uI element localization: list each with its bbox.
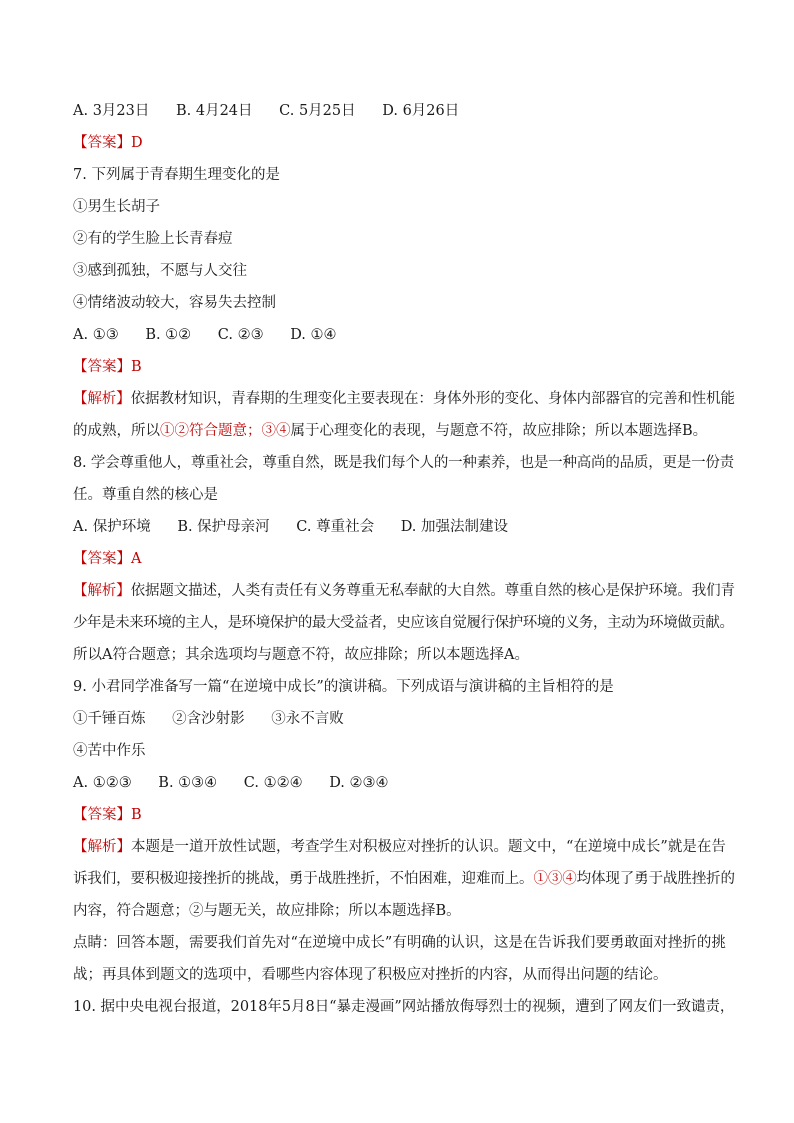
analysis-highlight: ①③④ <box>533 871 577 887</box>
q8-option-d: D. 加强法制建设 <box>400 519 509 535</box>
analysis-text: 本题是一道开放性试题，考查学生对积极应对挫折的认识。题文中，“在逆境中成长”就是在告 <box>131 839 726 855</box>
q8-analysis-line-3: 所以A符合题意；其余选项均与题意不符，故应排除；所以本题选择A。 <box>73 647 529 663</box>
q9-option-a: A. ①②③ <box>73 775 132 791</box>
q8-option-c: C. 尊重社会 <box>296 519 375 535</box>
q8-stem-line-2: 任。尊重自然的核心是 <box>73 487 218 503</box>
q8-option-b: B. 保护母亲河 <box>177 519 270 535</box>
q7-option-c: C. ②③ <box>217 327 264 343</box>
analysis-text: 依据题文描述，人类有责任有义务尊重无私奉献的大自然。尊重自然的核心是保护环境。我们青 <box>130 583 735 599</box>
q7-options <box>73 325 337 345</box>
analysis-text: 属于心理变化的表现，与题意不符，故应排除；所以本题选择B。 <box>290 423 708 439</box>
q9-item-3: ③永不言败 <box>271 711 344 727</box>
q6-option-c: C. 5月25日 <box>279 103 356 119</box>
q6-answer <box>73 133 143 153</box>
analysis-label: 【解析】 <box>73 839 131 855</box>
q6-option-a: A. 3月23日 <box>73 103 150 119</box>
q6-option-b: B. 4月24日 <box>175 103 253 119</box>
analysis-label: 【解析】 <box>73 391 131 407</box>
q7-item-2: ②有的学生脸上长青春痘 <box>73 231 233 247</box>
q9-options <box>73 773 389 793</box>
q7-item-3: ③感到孤独，不愿与人交往 <box>73 263 247 279</box>
q7-option-a: A. ①③ <box>73 327 119 343</box>
answer-label: 【答案】 <box>73 359 131 375</box>
answer-value: A <box>131 551 142 567</box>
q7-option-b: B. ①② <box>145 327 192 343</box>
q9-option-b: B. ①③④ <box>158 775 218 791</box>
q9-note-line-2: 战；再具体到题文的选项中，看哪些内容体现了积极应对挫折的内容，从而得出问题的结论。 <box>73 967 668 983</box>
analysis-text: 均体现了勇于战胜挫折的 <box>576 871 735 887</box>
answer-label: 【答案】 <box>73 135 131 151</box>
q9-analysis-line-2 <box>73 869 735 889</box>
answer-value: D <box>131 135 143 151</box>
q8-stem-line-1: 8. 学会尊重他人，尊重社会，尊重自然，既是我们每个人的一种素养，也是一种高尚的品质，更是一份责 <box>73 455 734 471</box>
answer-value: B <box>131 807 142 823</box>
q6-options <box>73 101 459 121</box>
q9-answer <box>73 805 142 825</box>
analysis-label: 【解析】 <box>73 583 131 599</box>
q8-options <box>73 517 508 537</box>
answer-value: B <box>131 359 142 375</box>
q8-option-a: A. 保护环境 <box>73 519 151 535</box>
analysis-text: 依据教材知识，青春期的生理变化主要表现在：身体外形的变化、身体内部器官的完善和性机能 <box>130 391 735 407</box>
q9-item-1: ①千锤百炼 <box>73 711 146 727</box>
analysis-text: 的成熟，所以 <box>73 423 160 439</box>
analysis-highlight: ①②符合题意；③④ <box>160 423 291 439</box>
q8-answer <box>73 549 141 569</box>
q9-items-row-1 <box>73 709 344 729</box>
q7-stem: 7. 下列属于青春期生理变化的是 <box>73 167 280 183</box>
q7-item-4: ④情绪波动较大，容易失去控制 <box>73 295 276 311</box>
q9-item-4: ④苦中作乐 <box>73 743 146 759</box>
q7-analysis-line-2 <box>73 421 707 441</box>
q7-item-1: ①男生长胡子 <box>73 199 160 215</box>
analysis-text: 诉我们，要积极迎接挫折的挑战，勇于战胜挫折，不怕困难，迎难而上。 <box>73 871 534 887</box>
answer-label: 【答案】 <box>73 807 131 823</box>
q9-option-d: D. ②③④ <box>329 775 389 791</box>
q8-analysis-line-2: 少年是未来环境的主人，是环境保护的最大受益者，史应该自觉履行保护环境的义务，主动为环境做贡献。 <box>73 615 734 631</box>
q10-stem-line-1: 10. 据中央电视台报道，2018年5月8日“暴走漫画”网站播放侮辱烈士的视频，遭到了网友们一致谴责， <box>73 999 735 1015</box>
q9-analysis-line-3: 内容，符合题意；②与题无关，故应排除；所以本题选择B。 <box>73 903 461 919</box>
answer-label: 【答案】 <box>73 551 131 567</box>
q7-option-d: D. ①④ <box>290 327 337 343</box>
q9-option-c: C. ①②④ <box>243 775 303 791</box>
q7-analysis-line-1 <box>73 389 735 409</box>
q7-answer <box>73 357 142 377</box>
q9-item-2: ②含沙射影 <box>172 711 245 727</box>
q6-option-d: D. 6月26日 <box>382 103 460 119</box>
q8-analysis-line-1 <box>73 581 735 601</box>
q9-analysis-line-1 <box>73 837 726 857</box>
q9-note-line-1: 点睛：回答本题，需要我们首先对“在逆境中成长”有明确的认识，这是在告诉我们要勇敢面对挫折的挑 <box>73 935 726 951</box>
q9-stem: 9. 小君同学准备写一篇“在逆境中成长”的演讲稿。下列成语与演讲稿的主旨相符的是 <box>73 679 614 695</box>
